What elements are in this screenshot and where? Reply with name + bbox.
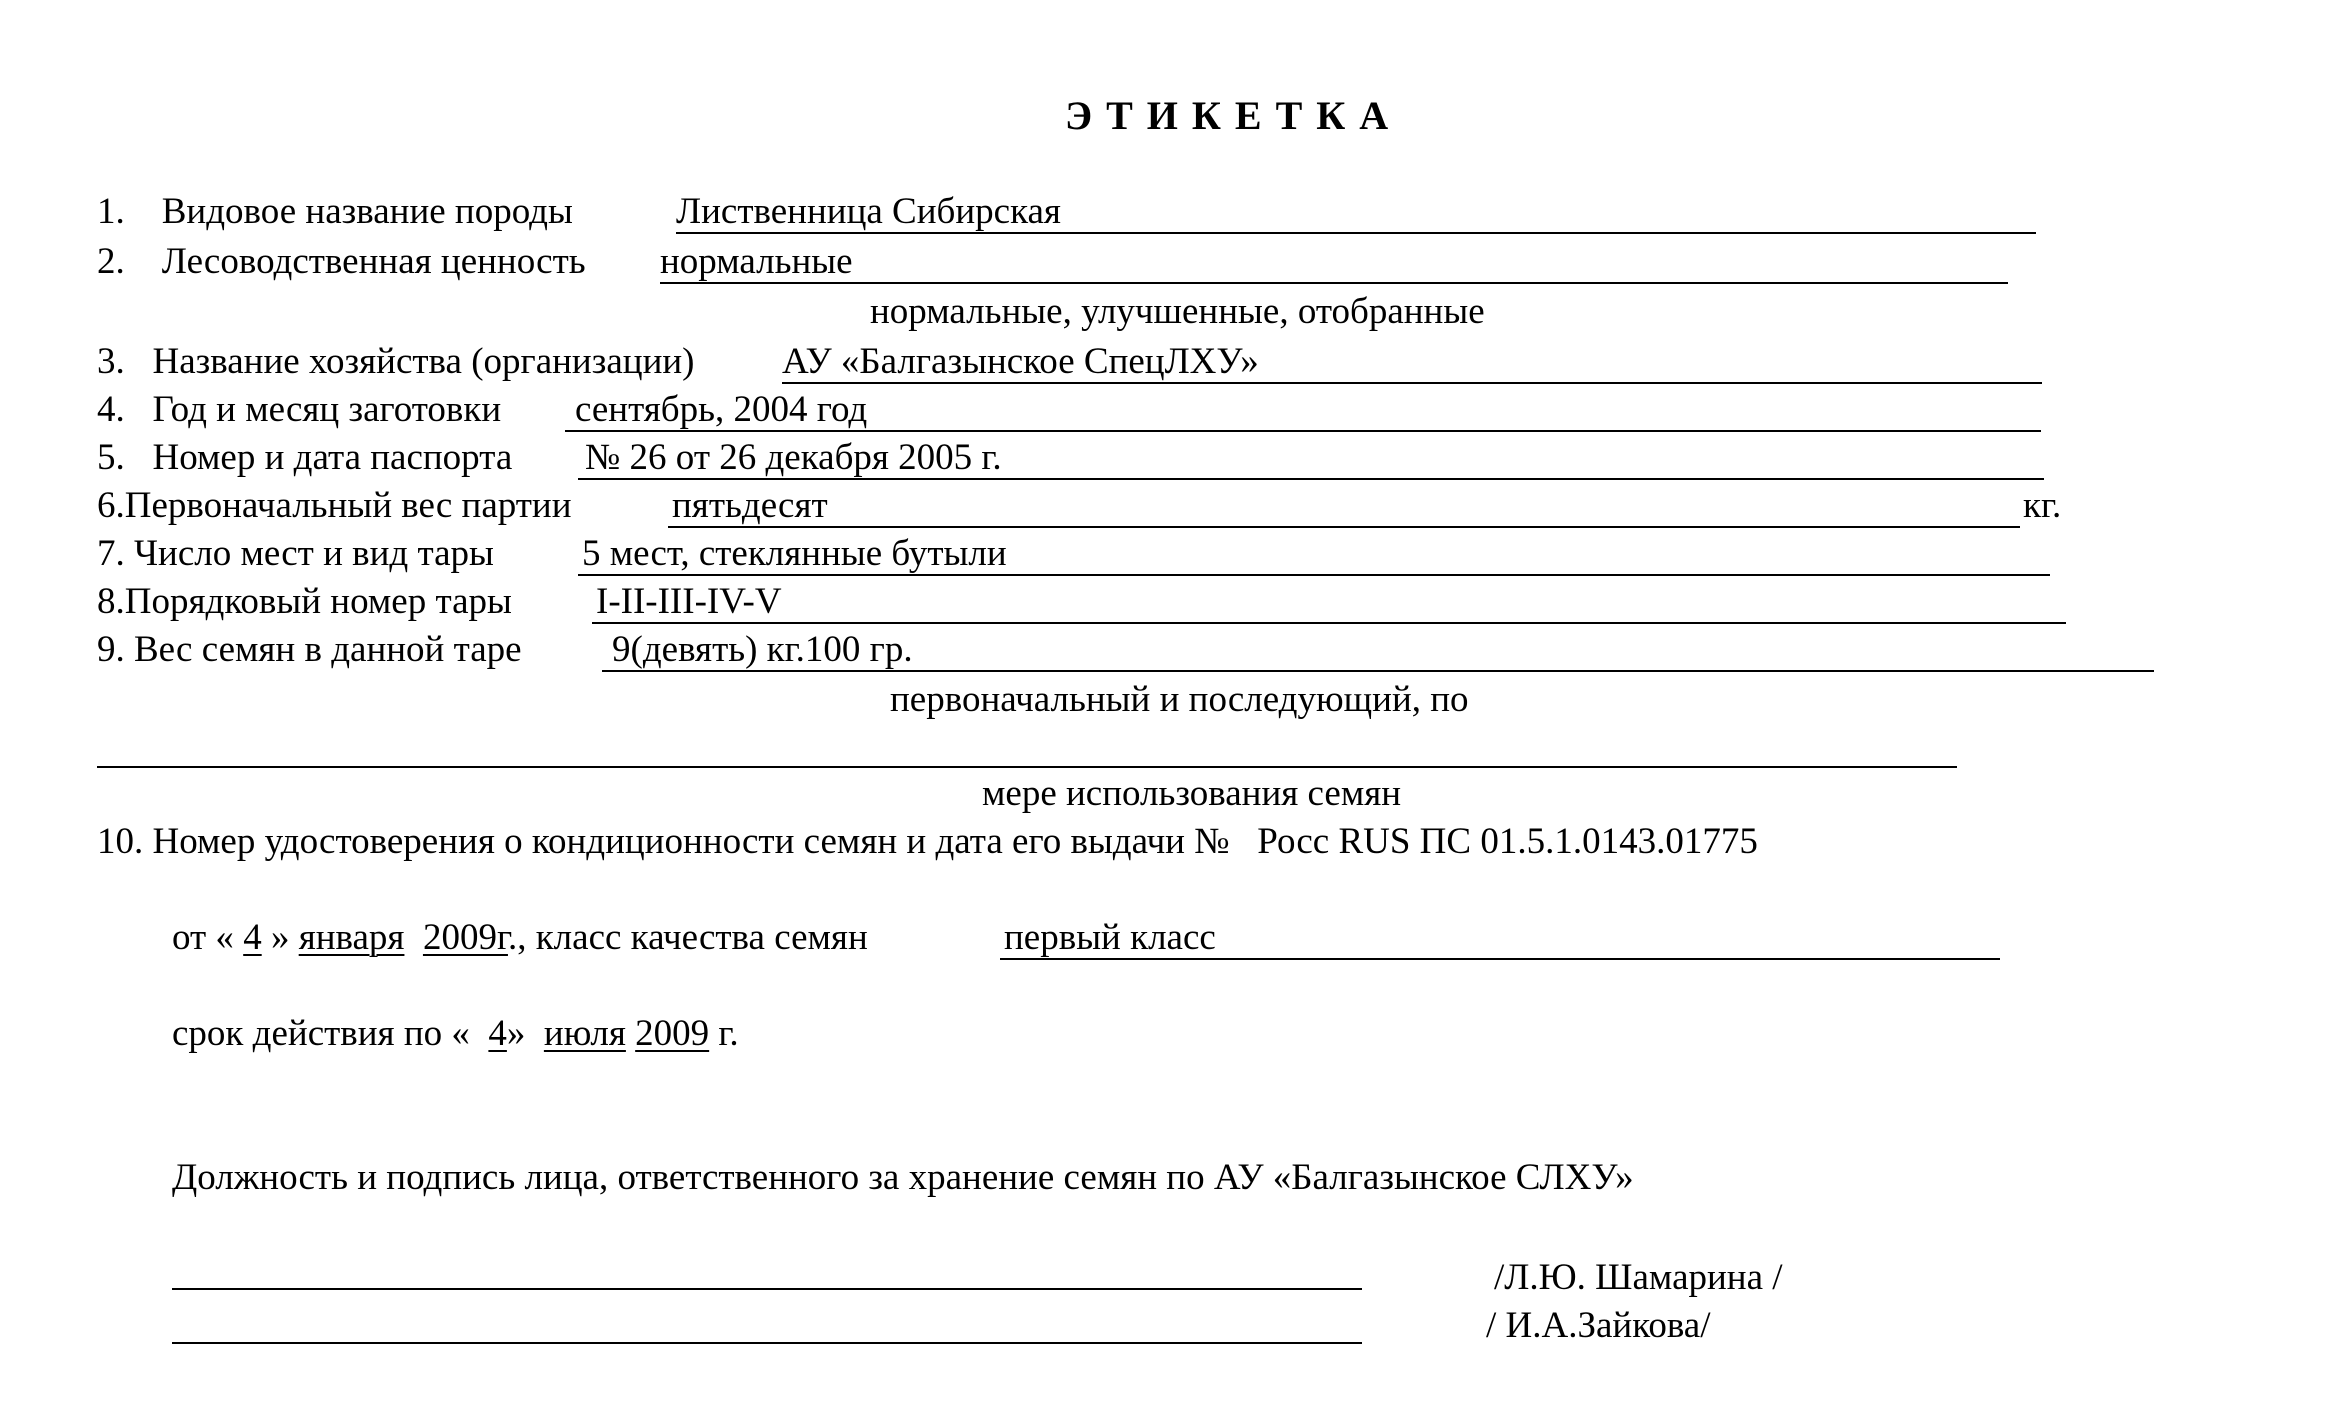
item-9-value: 9(девять) кг.100 гр.: [612, 629, 913, 670]
signatory-2: / И.А.Зайкова/: [1486, 1305, 1711, 1346]
responsible-person-caption: Должность и подпись лица, ответственного за хранение семян по АУ «Балгазынское СЛХУ»: [172, 1157, 1634, 1198]
item-3-label: 3. Название хозяйства (организации): [97, 341, 695, 382]
item-4-value: сентябрь, 2004 год: [575, 389, 868, 430]
page-title: ЭТИКЕТКА: [1065, 93, 1403, 138]
item-4-label: 4. Год и месяц заготовки: [97, 389, 502, 430]
item-7-underline: [578, 574, 2050, 576]
seed-quality-value: первый класс: [1004, 917, 1216, 958]
item-8-label: 8.Порядковый номер тары: [97, 581, 512, 622]
item-7-value: 5 мест, стеклянные бутыли: [582, 533, 1007, 574]
issue-day: 4: [243, 917, 262, 958]
validity-prefix: срок действия по «: [172, 1013, 470, 1054]
item-7-label: 7. Число мест и вид тары: [97, 533, 494, 574]
item-5-label: 5. Номер и дата паспорта: [97, 437, 513, 478]
item-10-certificate-number: Росс RUS ПС 01.5.1.0143.01775: [1257, 821, 1758, 862]
issue-date-suffix: ., класс качества семян: [507, 917, 868, 958]
item-1-value: Лиственница Сибирская: [676, 191, 1061, 232]
item-9-hint-2: мере использования семян: [982, 773, 1402, 814]
validity-suffix: г.: [718, 1013, 739, 1054]
issue-date-prefix: от «: [172, 917, 234, 958]
item-2-value: нормальные: [660, 241, 853, 282]
validity-day: 4: [488, 1013, 507, 1054]
item-4-underline: [565, 430, 2041, 432]
item-5-underline: [578, 478, 2044, 480]
item-9-label: 9. Вес семян в данной таре: [97, 629, 522, 670]
signatory-1: /Л.Ю. Шамарина /: [1494, 1257, 1783, 1298]
item-8-underline: [592, 622, 2066, 624]
item-2-label: 2. Лесоводственная ценность: [97, 241, 586, 282]
item-10-label: [97, 820, 1758, 863]
issue-date-mid: »: [270, 917, 290, 958]
item-9-underline: [602, 670, 2154, 672]
item-9-extra-line: [97, 766, 1957, 768]
validity-month: июля: [543, 1013, 626, 1054]
item-6-label: 6.Первоначальный вес партии: [97, 485, 572, 526]
signature-line-2: [172, 1342, 1362, 1344]
item-2-hint: нормальные, улучшенные, отобранные: [870, 291, 1485, 332]
item-9-hint-1: первоначальный и последующий, по: [890, 679, 1469, 720]
validity-mid: »: [506, 1013, 526, 1054]
item-1-underline: [676, 232, 2036, 234]
item-5-value: № 26 от 26 декабря 2005 г.: [585, 437, 1002, 478]
validity-year: 2009: [635, 1013, 710, 1054]
item-6-value: пятьдесят: [672, 485, 828, 526]
issue-month: января: [298, 917, 405, 958]
item-10-label-text: 10. Номер удостоверения о кондиционности семян и дата его выдачи №: [97, 821, 1230, 862]
item-6-underline: [668, 526, 2020, 528]
item-8-value: I-II-III-IV-V: [596, 581, 782, 622]
seed-quality-underline: [1000, 958, 2000, 960]
item-2-underline: [660, 282, 2008, 284]
item-3-underline: [782, 382, 2042, 384]
item-6-unit: кг.: [2023, 485, 2062, 526]
item-1-label: 1. Видовое название породы: [97, 191, 573, 232]
issue-year: 2009г: [422, 917, 508, 958]
signature-line-1: [172, 1288, 1362, 1290]
item-3-value: АУ «Балгазынское СпецЛХУ»: [782, 341, 1259, 382]
item-10-validity-line: [172, 1012, 739, 1055]
item-10-issue-date-line: [172, 916, 868, 959]
